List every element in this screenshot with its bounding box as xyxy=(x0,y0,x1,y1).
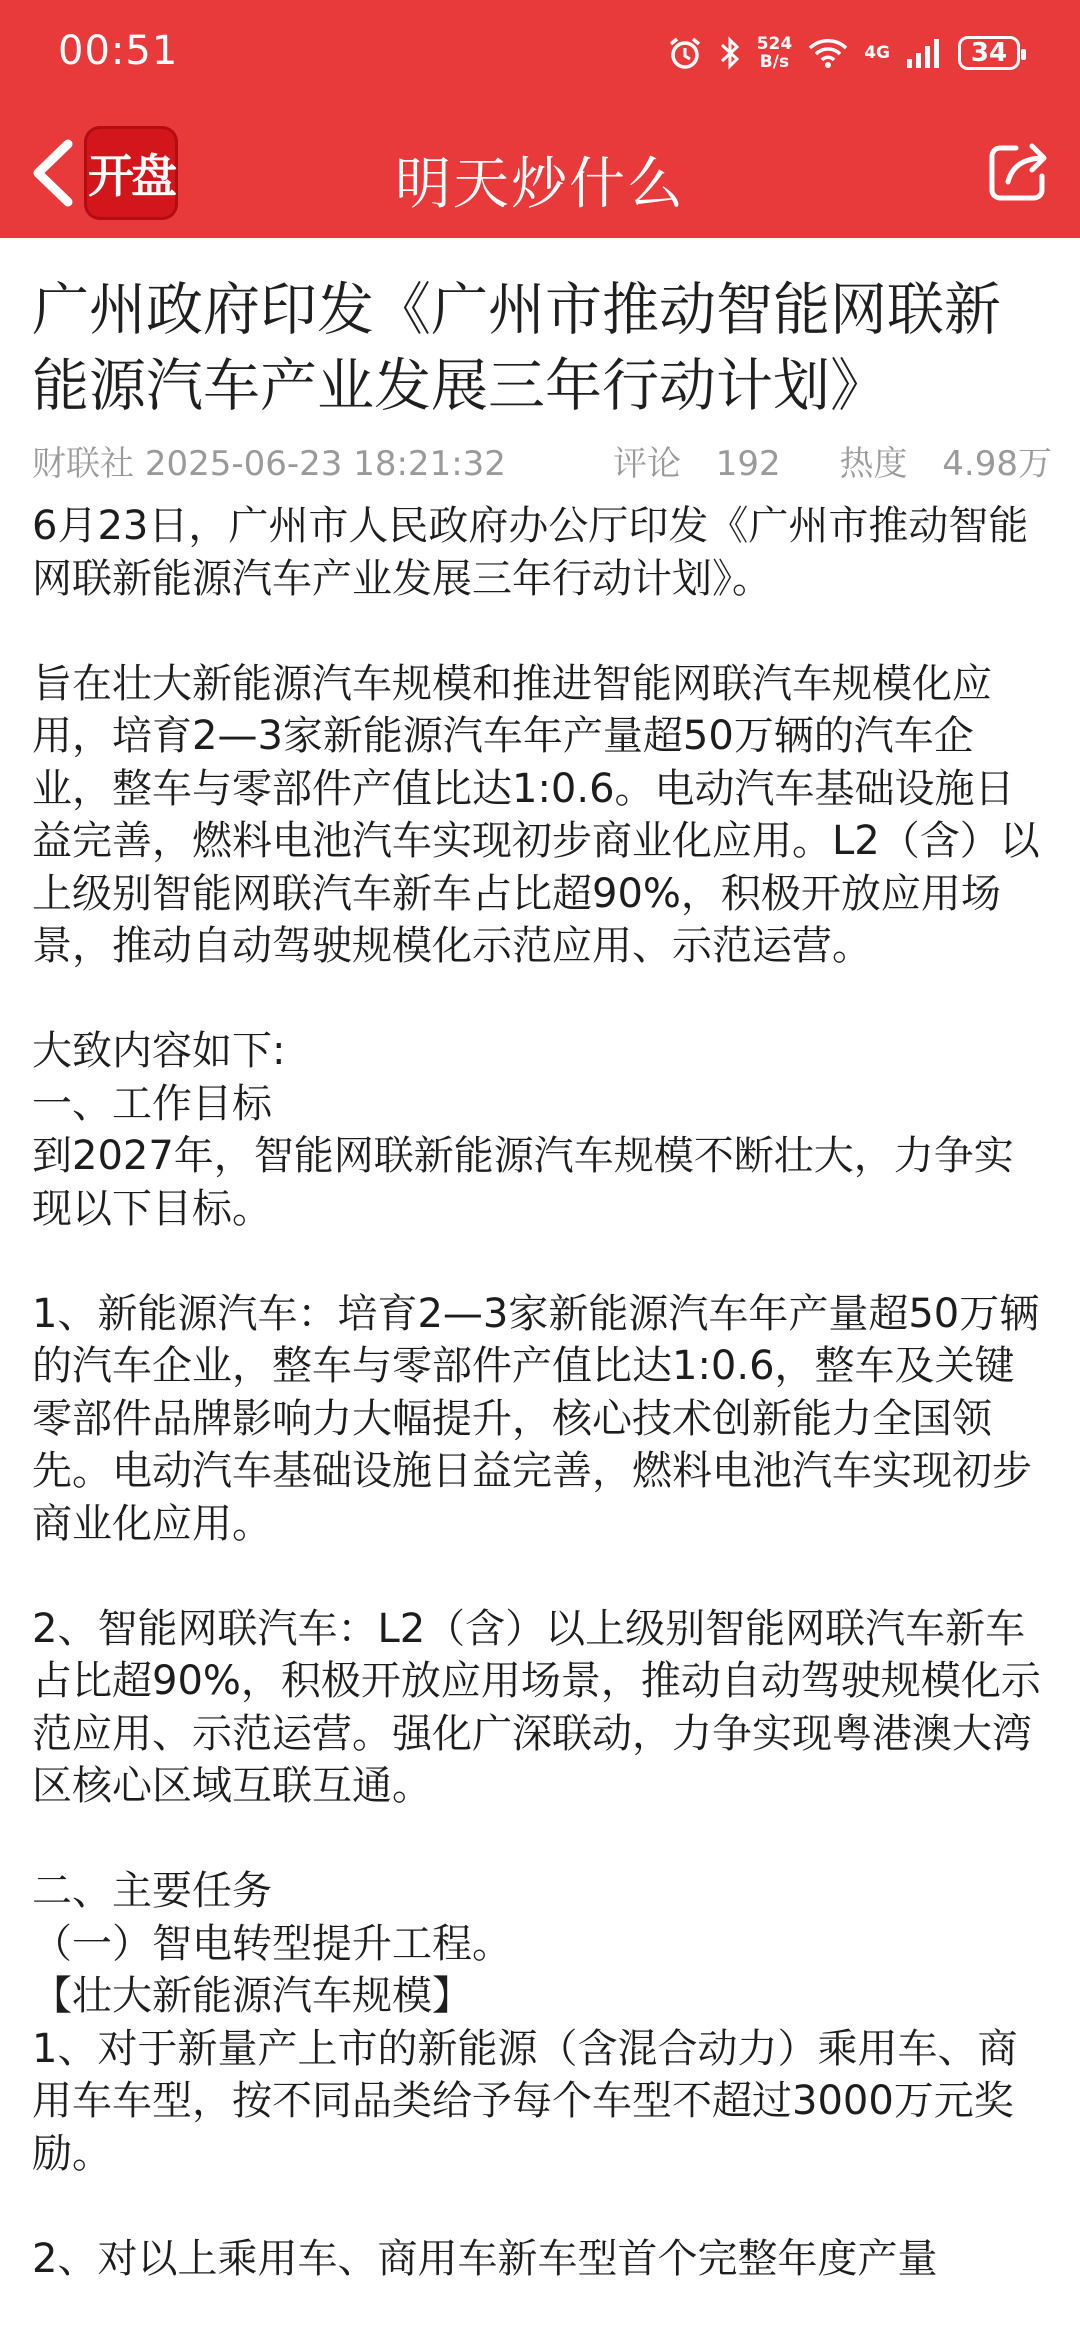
article-title: 广州政府印发《广州市推动智能网联新能源汽车产业发展三年行动计划》 xyxy=(32,277,1001,419)
paragraph: 1、新能源汽车：培育2—3家新能源汽车年产量超50万辆的汽车企业，整车与零部件产值比达1:0.6，整车及关键零部件品牌影响力大幅提升，核心技术创新能力全国领先。电动汽车基础设施日益完善，燃料电池汽车实现初步商业化应用。 xyxy=(32,1290,1040,1547)
paragraph: 一、工作目标 xyxy=(32,1080,272,1127)
app-logo[interactable]: 开盘 xyxy=(84,126,178,220)
signal-icon xyxy=(906,37,942,69)
page-title: 明天炒什么 xyxy=(395,152,685,217)
article-source-date xyxy=(32,436,506,485)
paragraph xyxy=(32,1813,1052,1866)
net-speed xyxy=(757,35,793,71)
paragraph: 2、智能网联汽车：L2（含）以上级别智能网联汽车新车占比超90%，积极开放应用场景，推动自动驾驶规模化示范应用、示范运营。强化广深联动，力争实现粤港澳大湾区核心区域互联互通。 xyxy=(32,1605,1041,1809)
paragraph: 大致内容如下: xyxy=(32,1028,286,1074)
paragraph xyxy=(32,973,1052,1026)
article-source: 财联社 xyxy=(32,444,134,484)
heat-number: 4.98万 xyxy=(942,444,1052,484)
battery-indicator: 34 xyxy=(958,36,1020,70)
paragraph xyxy=(32,605,1052,658)
paragraph xyxy=(32,2180,1052,2233)
comments-label: 评论 xyxy=(612,444,681,484)
alarm-icon xyxy=(667,35,703,71)
paragraph: 2、对以上乘用车、商用车新车型首个完整年度产量 xyxy=(32,2235,938,2282)
net-speed-value: 524 xyxy=(756,34,793,54)
share-icon xyxy=(986,140,1050,204)
net-speed-unit: B/s xyxy=(759,52,790,72)
heat-value xyxy=(815,444,1052,484)
paragraph xyxy=(32,1235,1052,1288)
article-body xyxy=(32,500,1052,2285)
paragraph: 6月23日，广州市人民政府办公厅印发《广州市推动智能网联新能源汽车产业发展三年行动计划》。 xyxy=(32,503,1029,602)
article-datetime: 2025-06-23 18:21:32 xyxy=(144,444,506,484)
network-type: 4G xyxy=(864,43,890,63)
top-app-bar xyxy=(0,0,1080,238)
bluetooth-icon xyxy=(719,35,741,71)
paragraph: 到2027年，智能网联新能源汽车规模不断壮大，力争实现以下目标。 xyxy=(32,1133,1014,1232)
paragraph: 二、主要任务 xyxy=(32,1868,272,1914)
paragraph: 【壮大新能源汽车规模】 xyxy=(32,1973,472,2019)
paragraph: 旨在壮大新能源汽车规模和推进智能网联汽车规模化应用，培育2—3家新能源汽车年产量超50万辆的汽车企业，整车与零部件产值比达1:0.6。电动汽车基础设施日益完善，燃料电池汽车实现初步商业化应用。L2（含）以上级别智能网联汽车新车占比超90%，积极开放应用场景，推动自动驾驶规模化示范应用、示范运营。 xyxy=(32,660,1040,969)
heat-label: 热度 xyxy=(839,444,908,484)
paragraph: 1、对于新量产上市的新能源（含混合动力）乘用车、商用车车型，按不同品类给予每个车型不超过3000万元奖励。 xyxy=(32,2025,1018,2177)
article-stats xyxy=(565,436,1052,485)
comments-count[interactable] xyxy=(589,444,781,484)
article-meta xyxy=(32,436,1052,485)
paragraph xyxy=(32,1550,1052,1603)
wifi-icon xyxy=(808,37,848,69)
comments-value: 192 xyxy=(715,444,781,484)
paragraph: （一）智电转型提升工程。 xyxy=(32,1920,512,1967)
share-button[interactable] xyxy=(986,140,1050,204)
status-icons xyxy=(667,28,1020,78)
status-time: 00:51 xyxy=(58,28,179,74)
